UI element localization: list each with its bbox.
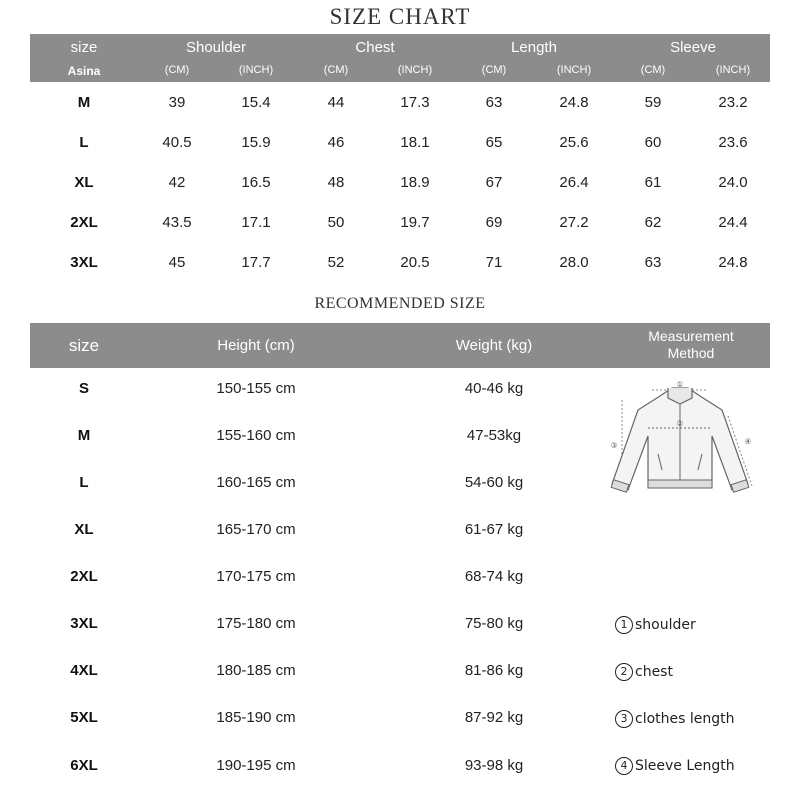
size-chart-cell: 50 [327,214,345,231]
size-chart-cell: 19.7 [400,214,430,231]
unit-inch: (INCH) [556,64,592,76]
size-chart-cell: 67 [485,174,503,191]
size-chart-cell: 24.4 [718,214,748,231]
size-chart-cell: 45 [168,254,186,271]
measurement-method-header [648,328,734,362]
recommended-size-s: S [78,380,90,397]
size-chart-size-3xl: 3XL [70,254,98,271]
height-cell: 190-195 cm [216,757,296,774]
legend-label: chest [635,664,673,680]
size-chart-cell: 27.2 [559,214,589,231]
size-chart-cell: 40.5 [162,134,192,151]
size-chart-cell: 15.9 [241,134,271,151]
height-header: Height (cm) [217,337,295,354]
unit-cm: (CM) [164,64,190,76]
size-chart-cell: 20.5 [400,254,430,271]
size-header-label: size [70,39,98,56]
unit-inch: (INCH) [238,64,274,76]
recommended-size-2xl: 2XL [70,568,98,585]
column-header-sleeve: Sleeve [670,39,716,56]
size-chart-cell: 46 [327,134,345,151]
size-chart-cell: 59 [644,94,662,111]
size-chart-cell: 48 [327,174,345,191]
legend-label: Sleeve Length [635,758,735,774]
size-chart-cell: 44 [327,94,345,111]
size-chart-cell: 28.0 [559,254,589,271]
unit-cm: (CM) [323,64,349,76]
column-header-length: Length [511,39,557,56]
recommended-size-title: RECOMMENDED SIZE [314,295,486,312]
size-chart-cell: 17.1 [241,214,271,231]
size-chart-cell: 25.6 [559,134,589,151]
recommended-size-3xl: 3XL [70,615,98,632]
legend-item [615,663,673,681]
legend-label: shoulder [635,617,696,633]
weight-header: Weight (kg) [455,337,533,354]
size-chart-cell: 69 [485,214,503,231]
recommended-size-l: L [79,474,89,491]
size-chart-cell: 39 [168,94,186,111]
height-cell: 175-180 cm [216,615,296,632]
height-cell: 165-170 cm [216,521,296,538]
unit-inch: (INCH) [715,64,751,76]
recommended-size-xl: XL [74,521,94,538]
height-cell: 150-155 cm [216,380,296,397]
recommended-size-4xl: 4XL [70,662,98,679]
weight-cell: 68-74 kg [464,568,524,585]
size-chart-cell: 24.8 [559,94,589,111]
weight-cell: 75-80 kg [464,615,524,632]
size-chart-cell: 18.9 [400,174,430,191]
weight-cell: 54-60 kg [464,474,524,491]
measurement-header-line2: Method [667,345,715,361]
legend-number-circle: 2 [615,663,633,681]
size-chart-cell: 17.7 [241,254,271,271]
legend-number-circle: 3 [615,710,633,728]
jacket-hem-band [648,480,712,488]
legend-item [615,710,735,728]
size-chart-cell: 18.1 [400,134,430,151]
size-chart-cell: 63 [485,94,503,111]
weight-cell: 93-98 kg [464,757,524,774]
column-header-shoulder: Shoulder [185,39,247,56]
legend-number-circle: 4 [615,757,633,775]
size-chart-cell: 23.2 [718,94,748,111]
legend-label: clothes length [635,711,735,727]
size-chart-cell: 17.3 [400,94,430,111]
jacket-measurement-diagram [600,376,760,506]
height-cell: 185-190 cm [216,709,296,726]
unit-inch: (INCH) [397,64,433,76]
marker-2: ② [676,419,684,428]
weight-cell: 61-67 kg [464,521,524,538]
recommended-size-header: size [68,336,100,355]
size-chart-cell: 24.0 [718,174,748,191]
height-cell: 160-165 cm [216,474,296,491]
legend-number-circle: 1 [615,616,633,634]
size-chart-cell: 71 [485,254,503,271]
size-chart-size-2xl: 2XL [70,214,98,231]
size-chart-cell: 26.4 [559,174,589,191]
marker-4: ④ [744,437,752,446]
size-chart-cell: 15.4 [241,94,271,111]
recommended-size-6xl: 6XL [70,757,98,774]
size-chart-cell: 65 [485,134,503,151]
size-chart-size-m: M [77,94,91,111]
weight-cell: 81-86 kg [464,662,524,679]
weight-cell: 40-46 kg [464,380,524,397]
size-chart-cell: 63 [644,254,662,271]
height-cell: 170-175 cm [216,568,296,585]
size-chart-cell: 42 [168,174,186,191]
asina-label: Asina [67,64,101,78]
weight-cell: 47-53kg [466,427,522,444]
size-chart-cell: 43.5 [162,214,192,231]
size-chart-cell: 23.6 [718,134,748,151]
size-chart-cell: 61 [644,174,662,191]
unit-cm: (CM) [640,64,666,76]
weight-cell: 87-92 kg [464,709,524,726]
size-chart-cell: 24.8 [718,254,748,271]
recommended-size-5xl: 5XL [70,709,98,726]
size-chart-cell: 16.5 [241,174,271,191]
legend-item [615,757,735,775]
size-chart-size-xl: XL [74,174,94,191]
unit-cm: (CM) [481,64,507,76]
height-cell: 180-185 cm [216,662,296,679]
size-chart-cell: 52 [327,254,345,271]
column-header-chest: Chest [355,39,395,56]
measurement-header-line1: Measurement [648,328,734,344]
height-cell: 155-160 cm [216,427,296,444]
size-chart-size-l: L [79,134,89,151]
recommended-size-m: M [77,427,91,444]
marker-3: ③ [610,441,618,450]
size-chart-title: SIZE CHART [329,4,471,29]
size-chart-cell: 62 [644,214,662,231]
legend-item [615,616,696,634]
size-chart-cell: 60 [644,134,662,151]
marker-1: ① [676,380,684,389]
